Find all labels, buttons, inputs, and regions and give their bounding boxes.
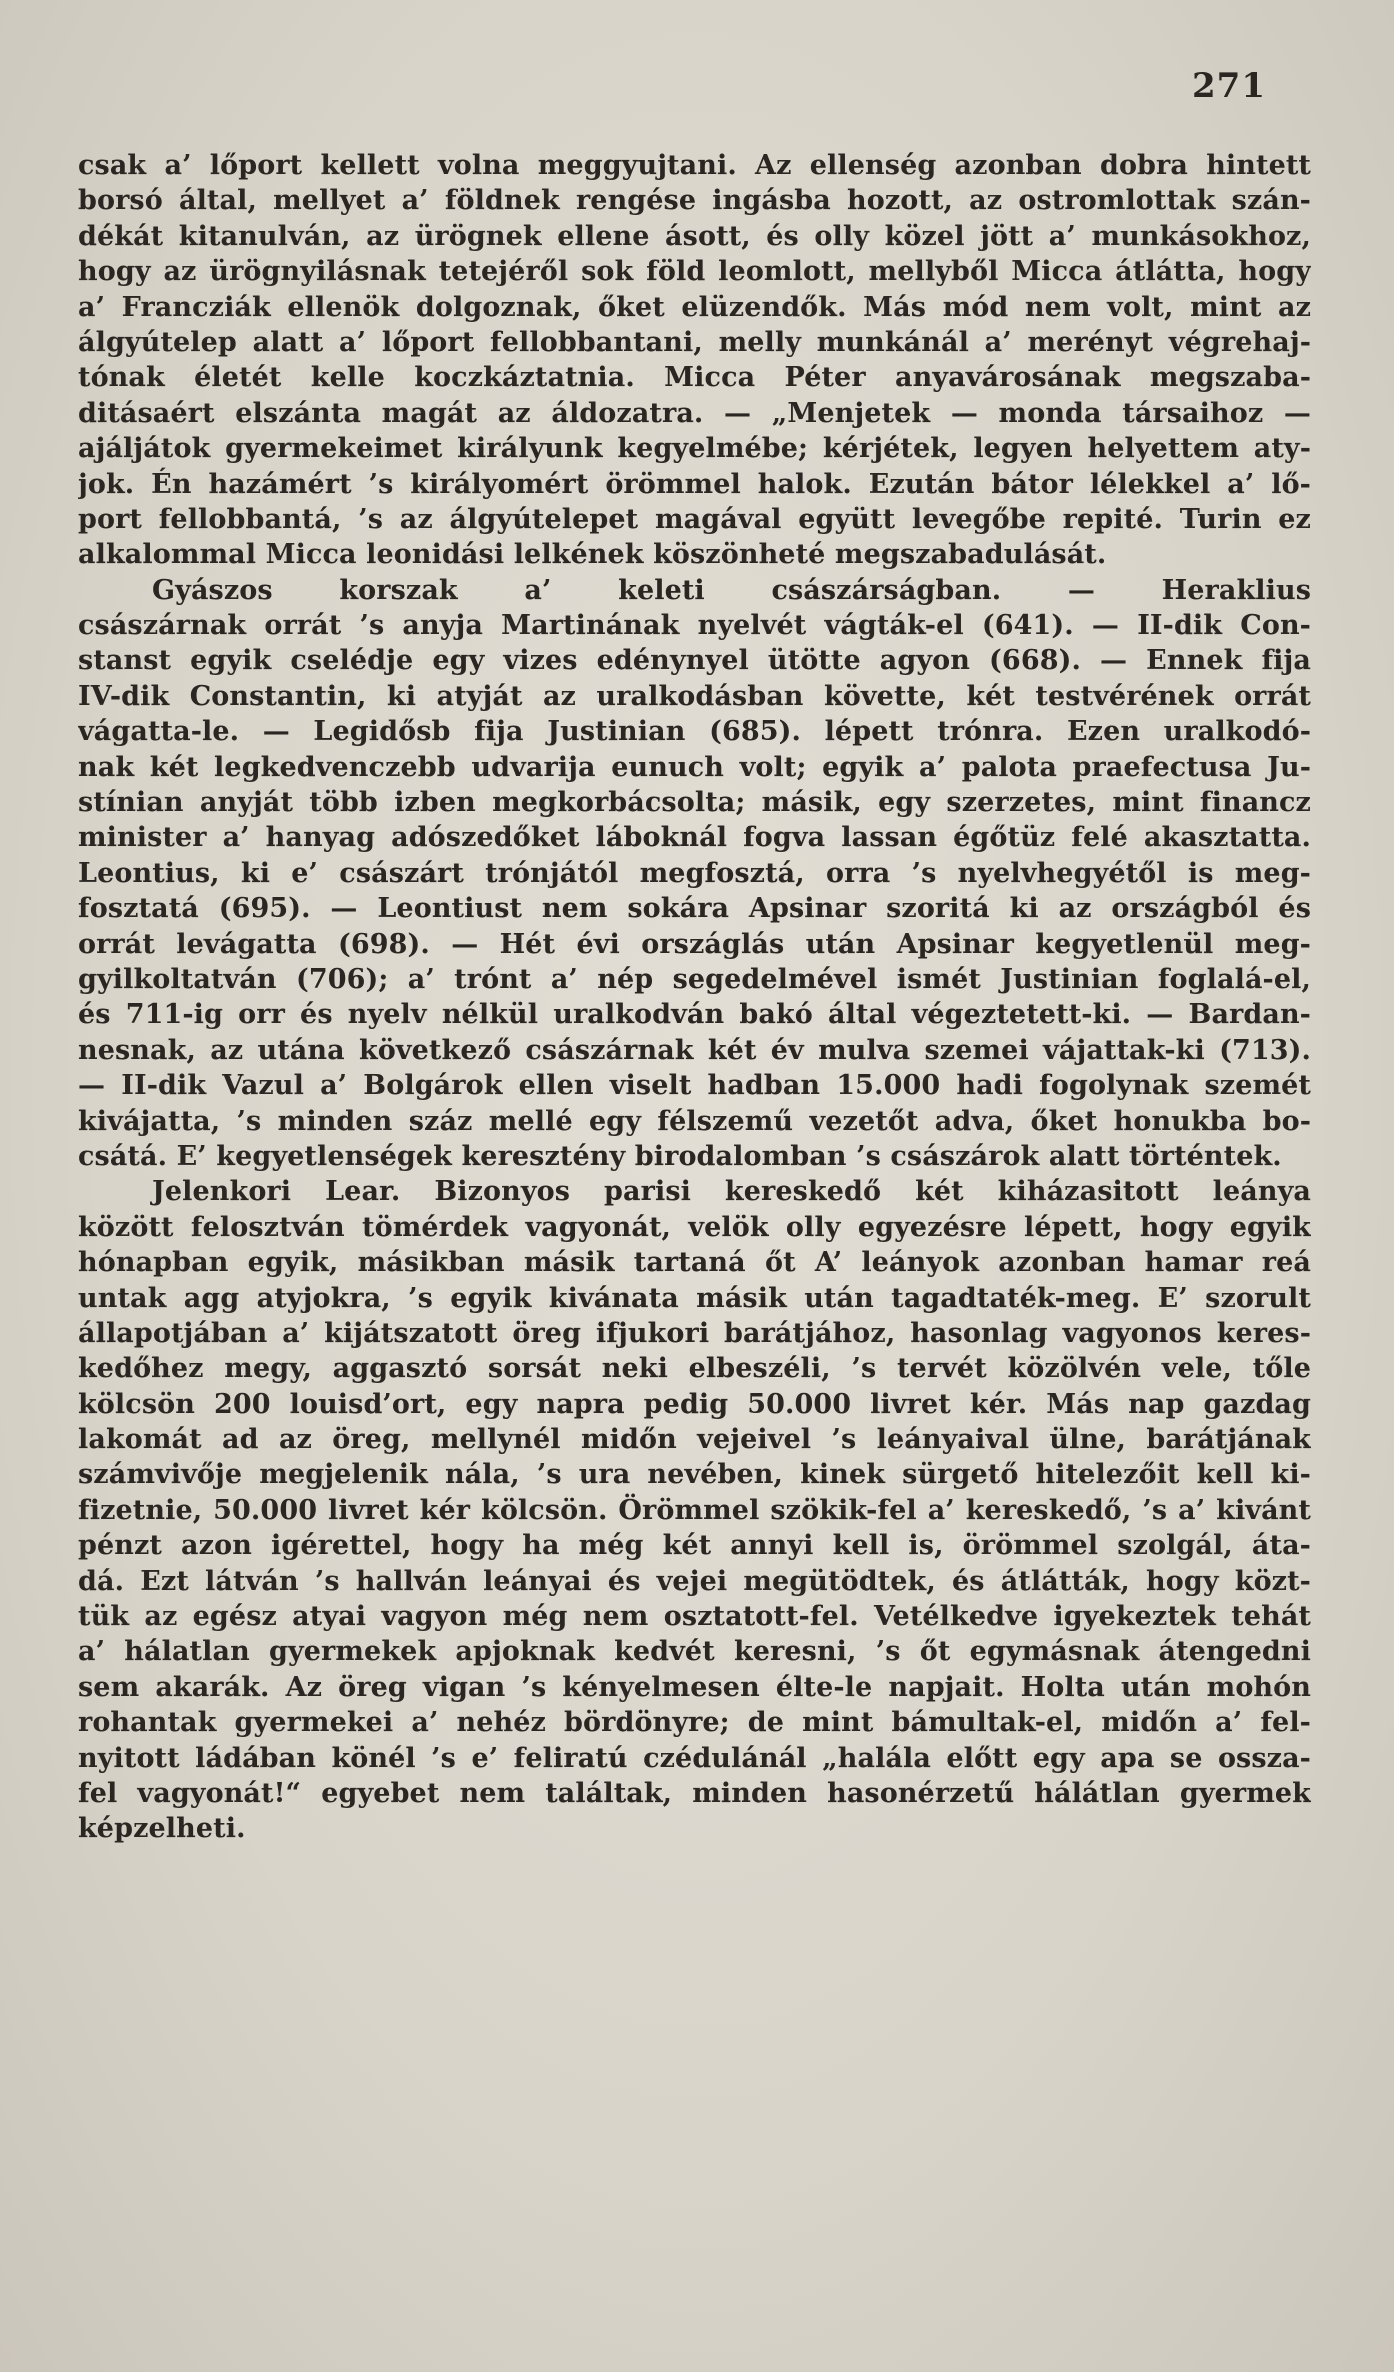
text-line: fizetnie, 50.000 livret kér kölcsön. Örömmel szökik-fel a’ kereskedő, ’s a’ kivánt: [78, 1494, 1311, 1526]
text-line: borsó által, mellyet a’ földnek rengése ingásba hozott, az ostromlottak szán-: [78, 185, 1311, 217]
text-line: a’ hálatlan gyermekek apjoknak kedvét keresni, ’s őt egymásnak átengedni: [78, 1636, 1311, 1668]
text-line: vágatta-le. — Legidősb fija Justinian (685). lépett trónra. Ezen uralkodó-: [78, 716, 1311, 748]
text-line: tük az egész atyai vagyon még nem osztatott-fel. Vetélkedve igyekeztek tehát: [78, 1601, 1311, 1633]
text-line: pénzt azon igérettel, hogy ha még két annyi kell is, örömmel szolgál, áta-: [78, 1530, 1311, 1562]
text-line: és 711-ig orr és nyelv nélkül uralkodván bakó által végeztetett-ki. — Bardan-: [78, 999, 1311, 1031]
text-line: port fellobbantá, ’s az álgyútelepet magával együtt levegőbe repité. Turin ez: [78, 503, 1311, 535]
text-line: dá. Ezt látván ’s hallván leányai és vejei megütödtek, és átlátták, hogy közt-: [78, 1565, 1311, 1597]
text-line: között felosztván tömérdek vagyonát, velök olly egyezésre lépett, hogy egyik: [78, 1211, 1311, 1243]
text-line: Gyászos korszak a’ keleti császárságban. — Heraklius: [152, 574, 1311, 606]
text-line: orrát levágatta (698). — Hét évi országlás után Apsinar kegyetlenül meg-: [78, 928, 1311, 960]
text-line: lakomát ad az öreg, mellynél midőn vejeivel ’s leányaival ülne, barátjának: [78, 1424, 1311, 1456]
text-line: dékát kitanulván, az ürögnek ellene ásott, és olly közel jött a’ munkásokhoz,: [78, 220, 1311, 252]
text-line: nak két legkedvenczebb udvarija eunuch volt; egyik a’ palota praefectusa Ju-: [78, 751, 1311, 783]
text-line: stanst egyik cselédje egy vizes edénynyel ütötte agyon (668). — Ennek fija: [78, 645, 1311, 677]
body-text: [78, 148, 1311, 1847]
text-line: álgyútelep alatt a’ lőport fellobbantani, melly munkánál a’ merényt végrehaj-: [78, 326, 1311, 358]
text-line: alkalommal Micca leonidási lelkének köszönheté megszabadulását.: [78, 539, 1107, 571]
text-line: képzelheti.: [78, 1813, 246, 1845]
text-line: fosztatá (695). — Leontiust nem sokára Apsinar szoritá ki az országból és: [78, 893, 1311, 925]
text-line: hogy az ürögnyilásnak tetejéről sok föld leomlott, mellyből Micca átlátta, hogy: [78, 256, 1311, 288]
text-line: rohantak gyermekei a’ nehéz bördönyre; de mint bámultak-el, midőn a’ fel-: [78, 1707, 1311, 1739]
text-line: fel vagyonát!“ egyebet nem találtak, minden hasonérzetű hálátlan gyermek: [78, 1777, 1311, 1809]
text-line: ditásaért elszánta magát az áldozatra. — „Menjetek — monda társaihoz —: [78, 397, 1311, 429]
text-line: nyitott ládában könél ’s e’ feliratú czédulánál „halála előtt egy apa se ossza-: [78, 1742, 1311, 1774]
text-line: állapotjában a’ kijátszatott öreg ifjukori barátjához, hasonlag vagyonos keres-: [78, 1317, 1311, 1349]
text-line: kedőhez megy, aggasztó sorsát neki elbeszéli, ’s tervét közölvén vele, tőle: [78, 1353, 1311, 1385]
text-line: hónapban egyik, másikban másik tartaná őt A’ leányok azonban hamar reá: [78, 1247, 1311, 1279]
text-line: IV-dik Constantin, ki atyját az uralkodásban követte, két testvérének orrát: [78, 680, 1311, 712]
text-line: stínian anyját több izben megkorbácsolta; másik, egy szerzetes, mint financz: [78, 787, 1311, 819]
text-line: Leontius, ki e’ császárt trónjától megfosztá, orra ’s nyelvhegyétől is meg-: [78, 857, 1311, 889]
text-line: ajáljátok gyermekeimet királyunk kegyelmébe; kérjétek, legyen helyettem aty-: [78, 433, 1311, 465]
text-line: számvivője megjelenik nála, ’s ura nevében, kinek sürgető hitelezőit kell ki-: [78, 1459, 1311, 1491]
text-line: — II-dik Vazul a’ Bolgárok ellen viselt hadban 15.000 hadi fogolynak szemét: [78, 1070, 1311, 1102]
text-line: kivájatta, ’s minden száz mellé egy félszemű vezetőt adva, őket honukba bo-: [78, 1105, 1311, 1137]
text-line: tónak életét kelle koczkáztatnia. Micca Péter anyavárosának megszaba-: [78, 362, 1311, 394]
text-line: untak agg atyjokra, ’s egyik kivánata másik után tagadtaték-meg. E’ szorult: [78, 1282, 1311, 1314]
text-line: csátá. E’ kegyetlenségek keresztény birodalomban ’s császárok alatt történtek.: [78, 1140, 1282, 1172]
text-line: csak a’ lőport kellett volna meggyujtani. Az ellenség azonban dobra hintett: [78, 150, 1311, 181]
text-line: sem akarák. Az öreg vigan ’s kényelmesen élte-le napjait. Holta után mohón: [78, 1671, 1311, 1703]
text-line: nesnak, az utána következő császárnak két év mulva szemei vájattak-ki (713).: [78, 1034, 1311, 1066]
page-number: 271: [1192, 66, 1266, 106]
text-line: a’ Francziák ellenök dolgoznak, őket elüzendők. Más mód nem volt, mint az: [78, 291, 1311, 323]
text-line: minister a’ hanyag adószedőket láboknál fogva lassan égőtüz felé akasztatta.: [78, 822, 1311, 854]
text-line: Jelenkori Lear. Bizonyos parisi kereskedő két kiházasitott leánya: [152, 1176, 1311, 1208]
text-line: kölcsön 200 louisd’ort, egy napra pedig 50.000 livret kér. Más nap gazdag: [78, 1388, 1311, 1420]
text-line: jok. Én hazámért ’s királyomért örömmel halok. Ezután bátor lélekkel a’ lő-: [78, 468, 1311, 500]
text-line: gyilkoltatván (706); a’ trónt a’ nép segedelmével ismét Justinian foglalá-el,: [78, 963, 1311, 995]
text-line: császárnak orrát ’s anyja Martinának nyelvét vágták-el (641). — II-dik Con-: [78, 610, 1311, 642]
